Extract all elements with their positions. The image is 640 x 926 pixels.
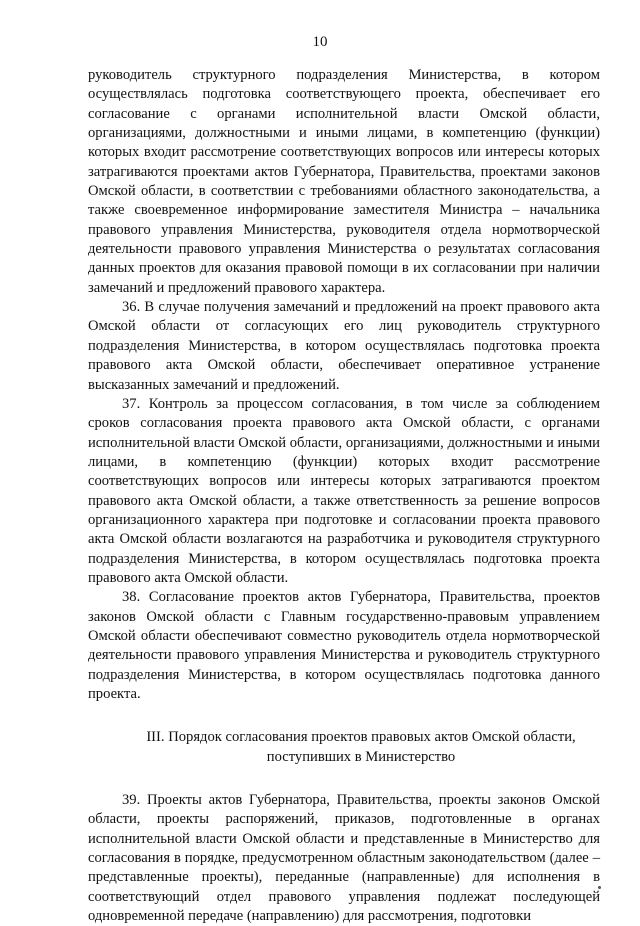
paragraph-35-continuation: руководитель структурного подразделения Министерства, в котором осуществлялась подготовка соответствующего проекта, обеспечивает его согласование с органами исполнительной власти Омской области, организациями, должностными и иными лицами, в компетенцию (функции) которых входит рассмотрение соответствующих вопросов или интересы которых затрагиваются проектами актов Губернатора, Правительства, проектами законов Омской области, в соответствии с требованиями областного законодательства, а также своевременное информирование заместителя Министра – начальника правового управления Министерства, руководителя отдела нормотворческой деятельности правового управления Министерства о результатах согласования данных проектов для оказания правовой помощи в их согласовании при наличии замечаний и предложений правового характера. xyxy=(88,67,600,296)
paragraph-37: 37. Контроль за процессом согласования, в том числе за соблюдением сроков согласования проекта правового акта Омской области, с органами исполнительной власти Омской области, организациями, должностными и иными лицами, в компетенцию (функции) которых входит рассмотрение соответствующих вопросов или интересы которых затрагиваются проектом правового акта Омской области, а также ответственность за решение вопросов организационного характера при подготовке и согласовании проекта правового акта Омской области возлагаются на разработчика и руководителя структурного подразделения Министерства, в котором осуществлялась подготовка проекта правового акта Омской области. xyxy=(88,395,600,586)
scan-speck xyxy=(598,886,601,889)
paragraph-36: 36. В случае получения замечаний и предложений на проект правового акта Омской области от согласующих его лиц руководитель структурного подразделения Министерства, в котором осуществлялась подготовка проекта правового акта Омской области, обеспечивает оперативное устранение высказанных замечаний и предложений. xyxy=(88,299,600,393)
page-number: 10 xyxy=(312,34,328,50)
document-body xyxy=(88,66,600,926)
section-heading xyxy=(88,728,600,767)
paragraph-38: 38. Согласование проектов актов Губернатора, Правительства, проектов законов Омской области с Главным государственно-правовым управлением Омской области обеспечивают совместно руководитель отдела нормотворческой деятельности правового управления Министерства и руководитель структурного подразделения Министерства, в котором осуществлялась подготовка данного проекта. xyxy=(88,589,600,702)
section-heading-line-1: III. Порядок согласования проектов правовых актов Омской области, xyxy=(146,729,576,746)
paragraph-39: 39. Проекты актов Губернатора, Правительства, проекты законов Омской области, проекты распоряжений, приказов, подготовленные в органах исполнительной власти Омской области и представленные в Министерство для согласования в порядке, предусмотренном областным законодательством (далее – представленные проекты), переданные (направленные) для исполнения в соответствующий отдел правового управления подлежат последующей одновременной передаче (направлению) для рассмотрения, подготовки xyxy=(88,792,600,925)
section-heading-line-2: поступивших в Министерство xyxy=(266,748,456,765)
